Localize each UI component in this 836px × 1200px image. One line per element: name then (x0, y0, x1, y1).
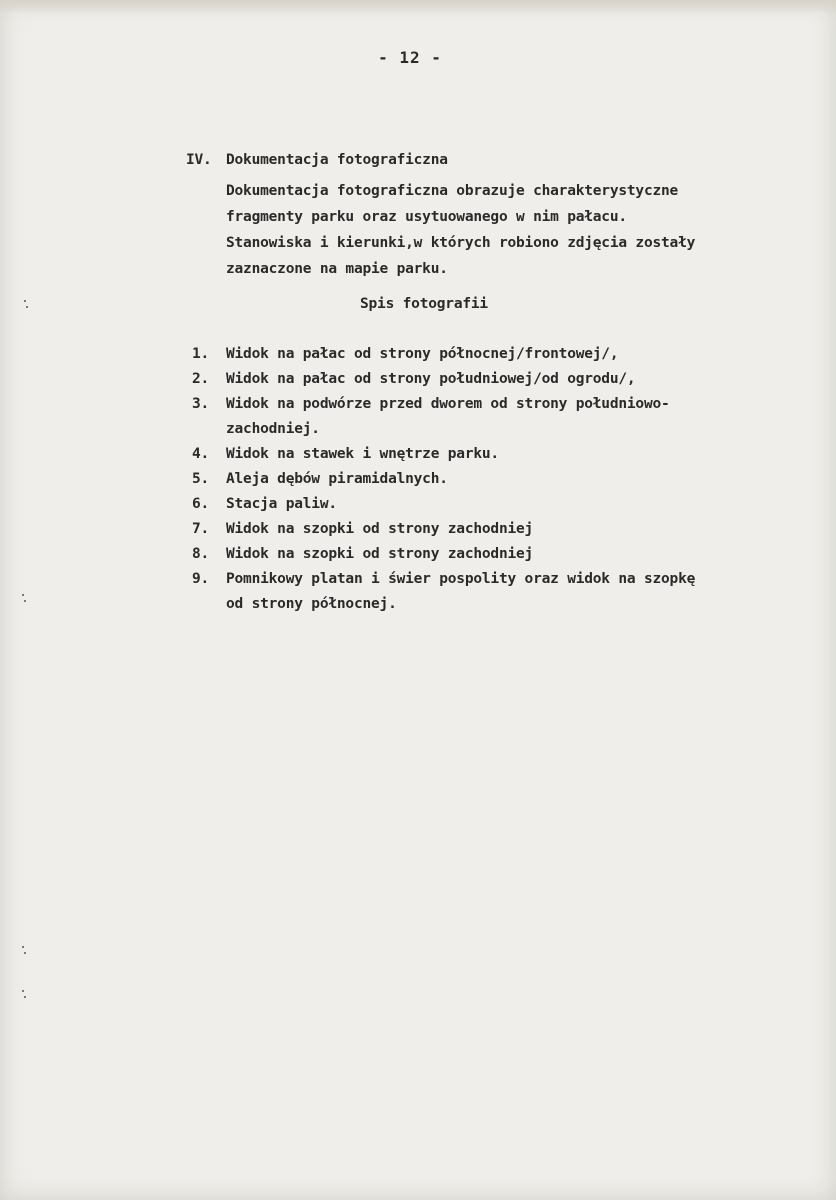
item-number: 7. (192, 521, 210, 537)
paragraph-line: zaznaczone na mapie parku. (226, 261, 448, 277)
list-item (186, 467, 786, 492)
item-number: 4. (192, 446, 210, 462)
page-number: - 12 - (378, 48, 442, 67)
paragraph-line: Stanowiska i kierunki,w których robiono zdjęcia zostały (226, 235, 696, 251)
margin-dot (22, 594, 24, 596)
item-text: Widok na pałac od strony południowej/od ogrodu/, (226, 371, 636, 387)
list-item (186, 392, 786, 442)
paragraph-line: Dokumentacja fotograficzna obrazuje charakterystyczne (226, 183, 679, 199)
item-number: 8. (192, 546, 210, 562)
item-number: 6. (192, 496, 210, 512)
margin-dot (22, 990, 24, 992)
list-item (186, 442, 786, 467)
section-title: Dokumentacja fotograficzna (226, 152, 448, 168)
item-number: 1. (192, 346, 210, 362)
item-number: 3. (192, 396, 210, 412)
item-text: Widok na szopki od strony zachodniej (226, 521, 534, 537)
margin-dot (26, 306, 28, 308)
section-numeral: IV. (186, 152, 212, 168)
margin-dot (24, 952, 26, 954)
list-item (186, 367, 786, 392)
item-text: Widok na stawek i wnętrze parku. (226, 446, 499, 462)
section-heading (186, 152, 448, 168)
paragraph-line: fragmenty parku oraz usytuowanego w nim pałacu. (226, 209, 627, 225)
paper-top-edge (0, 0, 836, 14)
list-item (186, 542, 786, 567)
item-text: Widok na szopki od strony zachodniej (226, 546, 534, 562)
margin-dot (24, 996, 26, 998)
list-item (186, 567, 786, 617)
item-number: 2. (192, 371, 210, 387)
item-text: Stacja paliw. (226, 496, 337, 512)
item-number: 5. (192, 471, 210, 487)
margin-dot (24, 300, 26, 302)
item-text-continuation: od strony północnej. (226, 596, 397, 612)
margin-dot (24, 600, 26, 602)
photo-list-title: Spis fotografii (360, 296, 488, 312)
margin-dot (22, 946, 24, 948)
item-text-continuation: zachodniej. (226, 421, 320, 437)
item-text: Pomnikowy platan i świer pospolity oraz widok na szopkę (226, 571, 696, 587)
item-text: Widok na podwórze przed dworem od strony południowo- (226, 396, 670, 412)
list-item (186, 342, 786, 367)
item-number: 9. (192, 571, 210, 587)
item-text: Widok na pałac od strony północnej/frontowej/, (226, 346, 619, 362)
photo-list (186, 342, 786, 617)
list-item (186, 492, 786, 517)
item-text: Aleja dębów piramidalnych. (226, 471, 448, 487)
section-paragraph (226, 178, 786, 282)
list-item (186, 517, 786, 542)
